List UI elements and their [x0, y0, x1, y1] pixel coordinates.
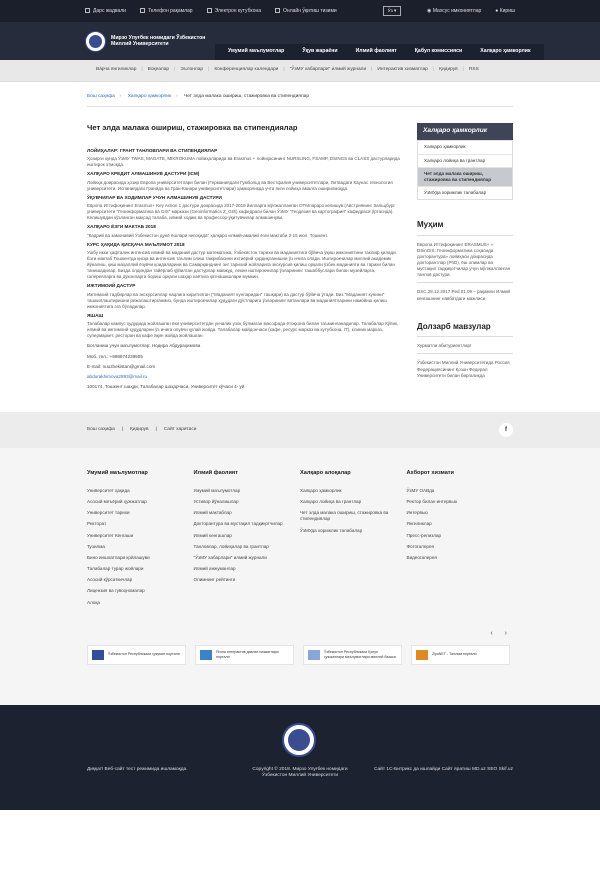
top-utility-bar: [0, 0, 600, 22]
online-learning-link[interactable]: Онлайн ўқитиш тизими: [275, 8, 337, 15]
chevron-right-icon: ›: [176, 94, 178, 99]
contact-email[interactable]: E-mail: nuuzbekistan@gmail.com: [87, 363, 156, 369]
important-item[interactable]: DSC.28.12.2017.Ped.01.09 – рақамли Илмий кенгашнинг навбатдаги мажлиси: [417, 289, 510, 301]
contact-phone: Моб. тел.: +998974239505: [87, 353, 143, 359]
footer-link[interactable]: ЎзМУ ОАВда: [406, 487, 435, 493]
footer-link[interactable]: Пресс-релизлар: [406, 532, 442, 538]
top-links: [85, 8, 337, 15]
language-select[interactable]: Ўз ▾: [383, 6, 402, 16]
footer-col-general: [87, 470, 194, 611]
ziyonet-icon: [416, 650, 428, 660]
section-heading: ХАЛҚАРО КРЕДИТ АЛМАШИНУВ ДАСТУРИ (ICM): [87, 171, 200, 177]
partner-ziyonet[interactable]: ZiyoNET - Таълим портали: [411, 645, 510, 665]
footer-home-link[interactable]: Бош саҳифа: [87, 427, 115, 433]
footer-link[interactable]: Илмий анжуманлар: [193, 566, 236, 572]
nav-international[interactable]: Халқаро ҳамкорлик: [480, 48, 531, 55]
law-icon: [308, 650, 320, 660]
chevron-right-icon: ›: [119, 94, 122, 99]
footer-link[interactable]: Докторантура ва мустақил тадқиқотчилар: [193, 521, 283, 527]
library-link[interactable]: Электрон кутубхона: [207, 8, 261, 15]
footer-links-bar: [0, 412, 600, 448]
contact-address: 100174, Тошкент шаҳри, Талабалар шаҳарчаси, Университет кўчаси 4- уй: [87, 384, 245, 390]
subnav-all-news[interactable]: Ва́рча янгиликлар: [96, 67, 137, 73]
footer-link[interactable]: Тузилма: [87, 543, 105, 549]
breadcrumb: [0, 94, 600, 100]
login-link[interactable]: ● Кириш: [495, 7, 515, 14]
subnav-announcements[interactable]: Эълонлар: [180, 67, 204, 73]
nav-education[interactable]: Ўқув жараёни: [302, 48, 338, 55]
subnav-rss[interactable]: RSS: [468, 67, 479, 73]
user-icon: ●: [495, 7, 500, 14]
nav-research[interactable]: Илмий фаолият: [355, 48, 397, 55]
footer-link[interactable]: Фотогалерея: [406, 543, 435, 549]
footer-link[interactable]: Видеогалерея: [406, 554, 437, 560]
contact-email-alt[interactable]: abdurakhimova2893@mail.ru: [87, 373, 148, 379]
footer-col-press: [407, 470, 514, 611]
bottom-footer: [0, 705, 600, 810]
contact-person: Боғланиш учун маълумотлар: Нодира Абдураҳимова: [87, 343, 201, 349]
subnav-interactive-services[interactable]: Интерактив хизматлар: [377, 67, 428, 73]
footer-link[interactable]: Университет ҳақида: [87, 487, 130, 493]
nav-admission[interactable]: Қабул комиссияси: [414, 48, 463, 55]
top-right-links: [427, 8, 515, 15]
main-article: [87, 117, 403, 394]
main-nav: [215, 44, 544, 60]
partner-services-portal[interactable]: Ягона интерактив давлат хизматлари портали: [195, 645, 294, 665]
accessibility-link[interactable]: ◉ Махсус имкониятлар: [427, 7, 482, 14]
phones-link[interactable]: Телефон рақамлар: [140, 8, 193, 15]
breadcrumb-home[interactable]: Бош саҳифа: [87, 94, 115, 99]
sidebar: [417, 117, 513, 394]
footer-col-international: [300, 470, 407, 611]
footer-link[interactable]: Алоқа: [87, 599, 100, 605]
footer-link[interactable]: Лицензия ва гувоҳномалар: [87, 588, 145, 594]
phone-icon: [140, 8, 145, 13]
divider: [417, 353, 513, 354]
services-icon: [200, 650, 212, 660]
section-text: Ушбу икки ҳафталик интенсив илмий ва маданий дастур математика, Ўзбекистон тарихи ва маданиятига бўйича ўқиш имкониятини таклиф қилади. Ёзги мактаб Тошкентда қисқа ва интенсив таълим олиш тажрибасини ихтиёрий ҳордиқланишни ўз ичига олади. Иштирокчилар миллий академик йўналиш, қиш маҳаллий ёзувчи қоидаларини ва Самарқанднинг энг тарихий жойларига экскурсия қилиш орқали ўзбек маданияти ва тарихи билан танишадилар. Бизда олдиндан тайёрлаб қўйилган дастурлар мавжуд, лекин иштирокчилар ўзларининг ташаббуслари билан музейларга, галереяларга ва дўконларга бориш орқали шаҳар хаётига қатнашишлари мумкин.: [87, 249, 397, 280]
facebook-icon[interactable]: f: [499, 423, 513, 437]
sidebar-menu: [417, 140, 513, 200]
subnav-events[interactable]: Воқеалар: [147, 67, 170, 73]
section-heading: ЎҚУВЧИЛАР ВА ХОДИМЛАР УЧУН АЛМАШИНУВ ДАСТУРИ: [87, 194, 222, 200]
footer-link[interactable]: Янгиликлар: [406, 521, 432, 527]
logo-emblem: [89, 35, 102, 48]
section-heading: ИЖТИМОИЙ ДАСТУР: [87, 283, 136, 289]
footer-link[interactable]: Университет Кенгаши: [87, 532, 134, 538]
site-header: [0, 22, 600, 60]
subnav-conference-calendar[interactable]: Конференциялар календари: [214, 67, 279, 73]
section-text: Ҳозирги кунда ЎзМУ TWAS, MAGATE, MIKROKUMA лойиҳаларида ва Erasmus + лойиҳасининг NURSLING, FSAMP, DSINGS ва CLASS дастурларида иштирок этмоқда.: [87, 156, 400, 168]
footer-col-heading: Ахборот хизмати: [406, 470, 454, 477]
section-heading: ХАЛҚАРО ЁЗГИ МАКТАБ 2018: [87, 224, 156, 230]
breadcrumb-international[interactable]: Халқаро ҳамкорлик: [127, 94, 172, 99]
footer-link[interactable]: Ректорат: [87, 521, 107, 527]
footer-link[interactable]: Халқаро лойиҳа ва грантлар: [300, 498, 362, 504]
sidebar-item-foreign-students[interactable]: ЎзМУда хорижлик талабалар: [418, 186, 512, 199]
footer-search-link[interactable]: Қидирув: [130, 427, 149, 433]
footer-link[interactable]: Ректор билан интервью: [406, 498, 458, 504]
subnav-search[interactable]: Қидирув: [439, 67, 458, 73]
section-heading: КУРС ҲАҚИДА ҚИСҚАЧА МАЪЛУМОТ 2018: [87, 241, 185, 247]
footer-link[interactable]: Олимнинг рейтинги: [193, 577, 236, 583]
section-text: Ижтимоий тадбирлар ва экскурсиялар наqлига киритилган ("Маданият кунларидан" ташқари) ва дастур бўйича ўтади. Биз "Маданият кунини" ташкиллаштиришни режалаштирганмиз, бунда иштирокчилар ҳудудаги дўстларига ўзларининг ватанлари ва маданиятларини намойиш қилиш имкониятига эга бўладилар.: [87, 291, 387, 309]
footer-logo[interactable]: [282, 723, 316, 757]
footer-col-heading: Илмий фаолият: [193, 470, 238, 477]
footer-link[interactable]: Танловлар, лойиҳалар ва грантлар: [193, 543, 269, 549]
section-text: Европа Иттифоқининг Erasmus+ Key Action 1 дастури доирасида 2017-2019 йилларга мўлжалланган ОТМларaро келишув (Австриянинг Зальцбург университети "Геоинформатика ва GIS" маркази (Geoinformatics Z_GIS) кафедраси билан ЎзМУ "Геодезия ва картография" кафедраси ўртасида). Келишувдан кўзланган мақсад талаба, илмий ходим ва профессор-ўқитувчилар алмашинуви.: [87, 203, 395, 221]
footer-link[interactable]: Талабалар турар жойлари: [87, 566, 144, 572]
footer-link[interactable]: Университет тарихи: [87, 510, 130, 516]
subnav-journal[interactable]: "ЎзМУ хабарлари" илмий журнали: [289, 67, 367, 73]
sidebar-box-title: Халқаро ҳамкорлик: [417, 123, 513, 140]
carousel-arrows[interactable]: ‹ ›: [490, 629, 512, 637]
sub-nav: Ва́рча янгиликлар | Воқеалар | Эълонлар | Конференциялар календари | "ЎзМУ хабарлари" илмий журнали | Интерактив хизматлар | Қидирув | RSS: [0, 60, 600, 82]
book-icon: [207, 8, 212, 13]
footer-link[interactable]: Халқаро ҳамкорлик: [300, 487, 342, 493]
important-item[interactable]: Европа Иттифоқининг ERASMUS+ « DSinGIS: Геоинформатика соҳасида докторантура» лойиҳаси доирасида докторантлар (PhD), ёш олимлар ва мустақил тадқиқотчилар учун мўлжалланган танлов дастури.: [417, 242, 511, 278]
important-heading: Муҳим: [417, 220, 513, 236]
section-heading: ЯШАШ: [87, 312, 104, 318]
sidebar-item-training-abroad[interactable]: Чет элда малака ошириш, стажировка ва стипендиялар: [418, 167, 512, 186]
nav-general-info[interactable]: Умумий маълумотлар: [228, 48, 285, 55]
partner-row: [87, 645, 513, 665]
page-content: [0, 117, 600, 394]
flag-icon: [92, 650, 104, 660]
footer-link[interactable]: Чет элда малака ошириш, стажировка ва стипендиялар: [300, 510, 389, 522]
footer-col-heading: Халқаро алоқалар: [300, 470, 351, 477]
footer-link[interactable]: Илмий кенгашлар: [193, 532, 232, 538]
timetable-link[interactable]: Дарс жадвали: [85, 8, 126, 15]
divider: [417, 282, 513, 283]
footer-sitemap-link[interactable]: Сайт харитаси: [163, 427, 197, 433]
topical-item[interactable]: Хурматли абитуриентлар!: [417, 343, 472, 349]
footer-link[interactable]: Бино иншоатлари қойлашуви: [87, 554, 150, 560]
sidebar-item-projects-grants[interactable]: Халқаро лойиҳа ва грантлар: [418, 154, 512, 167]
footer-link[interactable]: Устивор йўналишлар: [193, 498, 239, 504]
footer-link[interactable]: Интервью: [406, 510, 428, 516]
topical-heading: Долзарб мавзулар: [417, 322, 513, 338]
footer-link[interactable]: Асосий кўрсаткичлар: [87, 577, 133, 583]
footer-columns: [0, 448, 600, 629]
divider: [87, 106, 513, 107]
footer-link[interactable]: Асосий меъёрий ҳужжатлар: [87, 498, 147, 504]
footer-link[interactable]: "ЎзМУ хабарлари" илмий журнали: [193, 554, 267, 560]
footer-links: Бош саҳифа | Қидирув | Сайт харитаси: [87, 427, 197, 433]
breadcrumb-current: Чет элда малака ошириш, стажировка ва стипендиялар: [184, 94, 309, 99]
page-title: Чет элда малака ошириш, стажировка ва стипендиялар: [87, 123, 298, 133]
copyright: Copyright © 2018. Мирзо Улуғбек номидаги Ўзбекистон Миллий Университети: [252, 766, 348, 779]
section-text: Талабалар кампус ҳудудида жойлашган ёки университетдан унчалик узоқ бўлмаган масофада ётоқхона билан таъминланадилар. Талабалар Кўпик, илмий ва ижтимоий ҳудудларни ўз ичига олувчи қулай жойда. Талабалар майдончаси (кафе, ресурс марказ ва кутубхона, IT), клиник марказ, супермаркет, ресторан ва кафе яқин жойда жойлашган.: [87, 321, 399, 339]
section-text: "Кадрий ва замонавий Ўзбекистон дунё ёшлари нигоҳида" ҳалқаро илмий-амалий ёзги мактаби 2-15 июл. Тошкент.: [87, 232, 329, 238]
partner-law-database[interactable]: Ўзбекистон Республикаси Қонун ҳужжатлари маълумотлари миллий базаси: [303, 645, 402, 665]
sidebar-item-international[interactable]: Халқаро ҳамкорлик: [418, 140, 512, 153]
partners-carousel: [0, 629, 600, 705]
topical-item[interactable]: Ўзбекистон Миллий Университетида Россия Федерациясининг Қозон Федерал Университети билан биргаликда: [417, 360, 510, 378]
footer-link[interactable]: Умумий маълумотлар: [193, 487, 241, 493]
section-heading: ЛОЙИҲАЛАР: ГРАНТ ТАНЛОВЛАРИ ВА СТИПЕНДИЯЛАР: [87, 147, 218, 153]
site-credits[interactable]: Сайт 1С-Битрикс да ишлайди Сайт яратиш MD.uz SEO Skif.uz: [374, 766, 513, 772]
partner-gov-portal[interactable]: Ўзбекистон Республикаси ҳукумат портали: [87, 645, 186, 665]
site-brand[interactable]: Мирзо Улуғбек номидаги Ўзбекистон Миллий Университети: [111, 34, 206, 47]
footer-col-research: [194, 470, 301, 611]
test-mode-notice: Диққат! Веб-сайт тест режимида ишламоқда.: [87, 766, 188, 772]
footer-col-heading: Умумий маълумотлар: [87, 470, 148, 477]
university-logo[interactable]: [85, 31, 106, 52]
footer-link[interactable]: Илмий мактаблар: [193, 510, 232, 516]
calendar-icon: [85, 8, 90, 13]
logo-emblem: [288, 729, 310, 751]
footer-link[interactable]: ЎзМУда хорижлик талабалар: [300, 527, 363, 533]
section-text: Лойиҳа доирасида ҳозир Европа университетлари билан (Германиядаги Гумбольд ва Вестфалия университетлари, Литвадаги Каунас технология университети, Испаниядаги Гранада ва Гран-Канари университетлари) ҳамкорликда учта янги лойиҳа амалга оширилмоқда.: [87, 179, 393, 191]
monitor-icon: [275, 8, 280, 13]
eye-icon: ◉: [427, 7, 433, 14]
